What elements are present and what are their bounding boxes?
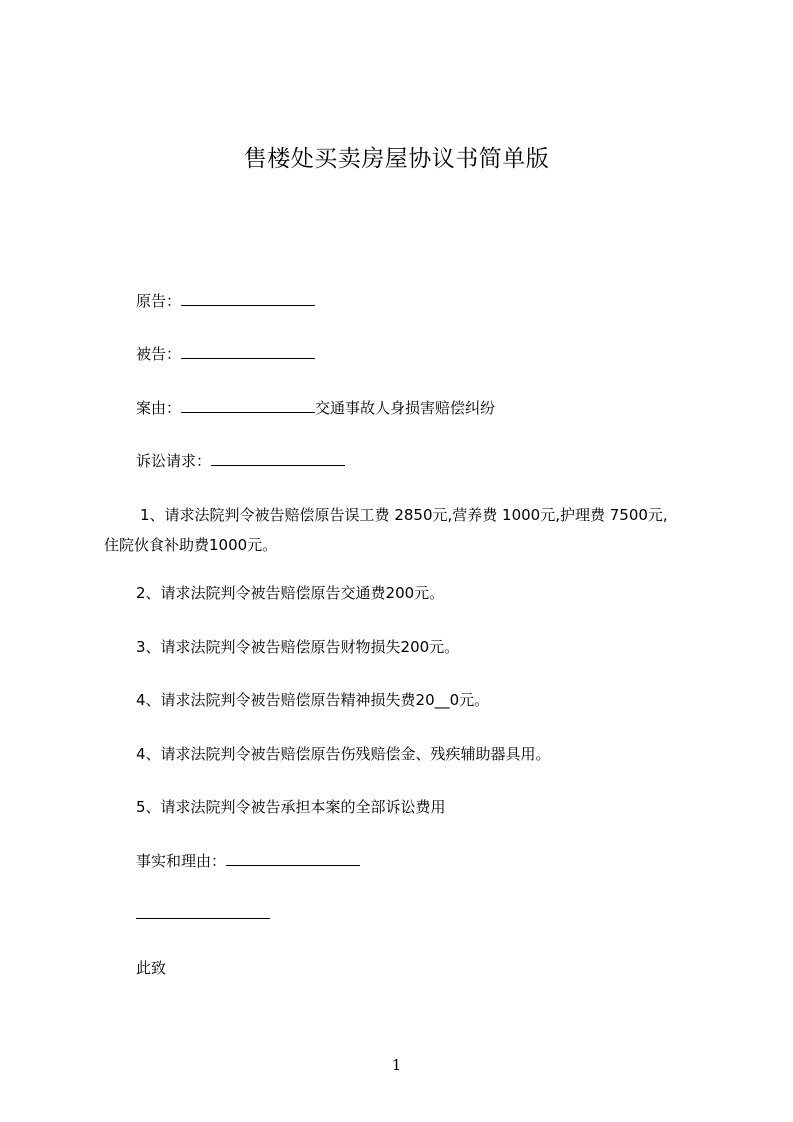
claims-line [136, 452, 345, 470]
page-number: 1 [391, 1056, 402, 1074]
claims-label: 诉讼请求： [136, 452, 212, 470]
defendant-label: 被告： [136, 345, 182, 363]
claim-5: 5、请求法院判令被告承担本案的全部诉讼费用 [136, 798, 446, 816]
facts-blank [226, 852, 360, 866]
case-label: 案由： [136, 399, 182, 417]
plaintiff-blank [181, 292, 315, 306]
case-blank [181, 399, 315, 413]
facts-line [136, 852, 360, 870]
document-title: 售楼处买卖房屋协议书简单版 [243, 146, 550, 172]
defendant-line [136, 345, 315, 363]
plaintiff-line [136, 292, 315, 310]
claim-4a: 4、请求法院判令被告赔偿原告精神损失费20__0元。 [136, 691, 490, 709]
facts-label: 事实和理由： [136, 852, 227, 870]
claim-2: 2、请求法院判令被告赔偿原告交通费200元。 [136, 584, 445, 602]
closing-text: 此致 [136, 959, 167, 977]
claims-blank [211, 452, 345, 466]
claim-4b: 4、请求法院判令被告赔偿原告伤残赔偿金、残疾辅助器具用。 [136, 745, 551, 763]
case-line [136, 399, 495, 417]
standalone-blank [136, 905, 270, 919]
claim-1 [104, 500, 724, 560]
claim-3: 3、请求法院判令被告赔偿原告财物损失200元。 [136, 638, 460, 656]
claim-1-line-1: 1、请求法院判令被告赔偿原告误工费 2850元,营养费 1000元,护理费 7500元, [140, 506, 668, 524]
standalone-blank-line [136, 905, 270, 923]
defendant-blank [181, 345, 315, 359]
case-suffix: 交通事故人身损害赔偿纠纷 [315, 399, 496, 417]
claim-1-line-2: 住院伙食补助费1000元。 [104, 536, 278, 554]
plaintiff-label: 原告： [136, 292, 182, 310]
